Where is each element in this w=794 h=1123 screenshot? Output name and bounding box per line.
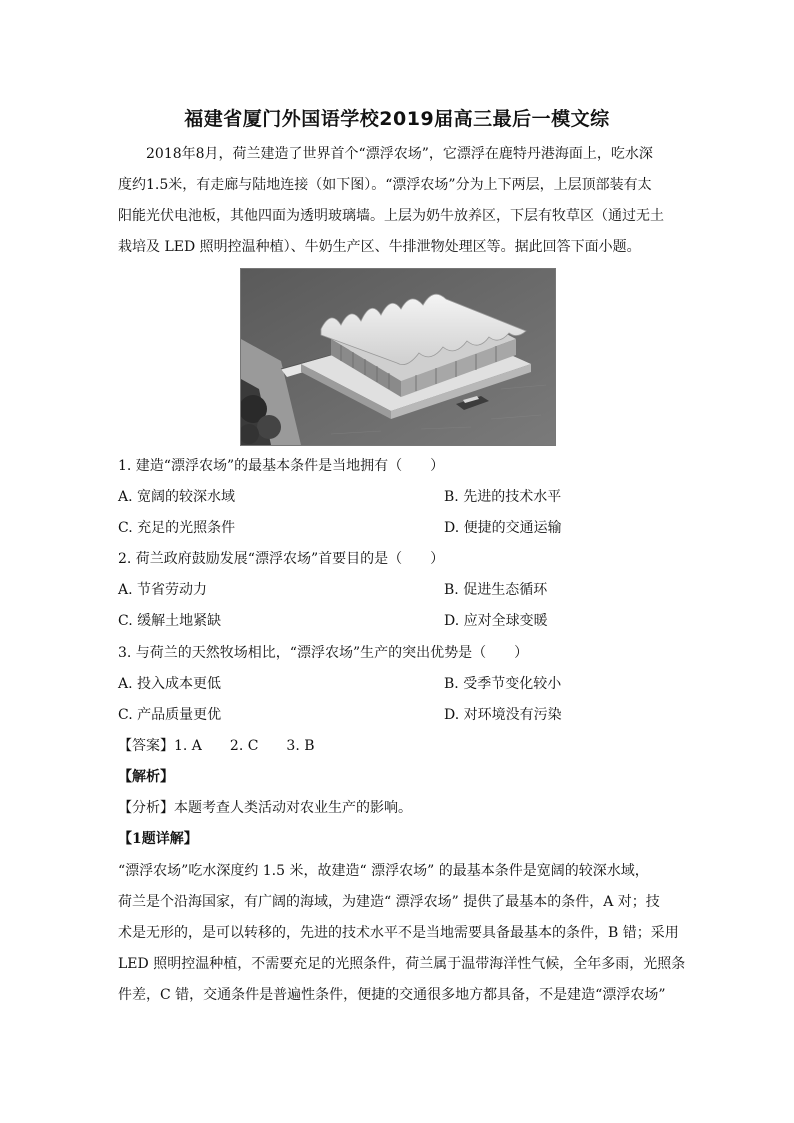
question-option: D. 应对全球变暖 (444, 613, 548, 629)
detail-heading: 【1题详解】 (118, 831, 198, 847)
intro-line: 阳能光伏电池板，其他四面为透明玻璃墙。上层为奶牛放养区，下层有牧草区（通过无土 (118, 208, 664, 224)
question-option: B. 先进的技术水平 (444, 489, 562, 505)
question-stem: 2. 荷兰政府鼓励发展“漂浮农场”首要目的是（ ） (118, 551, 445, 567)
question-stem: 3. 与荷兰的天然牧场相比，“漂浮农场”生产的突出优势是（ ） (118, 645, 529, 661)
question-option: C. 产品质量更优 (118, 707, 222, 723)
detail-line: 件差，C 错，交通条件是普遍性条件，便捷的交通很多地方都具备，不是建造“漂浮农场” (118, 987, 666, 1003)
answer-line: 【答案】1. A 2. C 3. B (118, 738, 315, 754)
analysis-heading: 【解析】 (118, 769, 174, 785)
question-option: A. 投入成本更低 (118, 676, 222, 692)
question-option: D. 对环境没有污染 (444, 707, 562, 723)
intro-line: 度约1.5米，有走廊与陆地连接（如下图）。“漂浮农场”分为上下两层，上层顶部装有太 (118, 177, 652, 193)
intro-line: 2018年8月，荷兰建造了世界首个“漂浮农场”，它漂浮在鹿特丹港海面上，吃水深 (118, 146, 653, 162)
detail-line: 术是无形的，是可以转移的，先进的技术水平不是当地需要具备最基本的条件，B 错；采用 (118, 925, 679, 941)
floating-farm-photo (240, 268, 556, 446)
question-option: C. 充足的光照条件 (118, 520, 236, 536)
question-option: C. 缓解土地紧缺 (118, 613, 222, 629)
document-title: 福建省厦门外国语学校2019届高三最后一模文综 (184, 108, 610, 130)
analysis-summary: 【分析】本题考查人类活动对农业生产的影响。 (118, 800, 412, 816)
intro-line: 栽培及 LED 照明控温种植）、牛奶生产区、牛排泄物处理区等。据此回答下面小题。 (118, 239, 641, 255)
detail-line: 荷兰是个沿海国家，有广阔的海域，为建造“ 漂浮农场” 提供了最基本的条件，A 对；技 (118, 894, 660, 910)
question-option: A. 宽阔的较深水域 (118, 489, 236, 505)
question-option: B. 受季节变化较小 (444, 676, 562, 692)
question-option: B. 促进生态循环 (444, 582, 548, 598)
question-stem: 1. 建造“漂浮农场”的最基本条件是当地拥有（ ） (118, 458, 445, 474)
question-option: A. 节省劳动力 (118, 582, 208, 598)
question-option: D. 便捷的交通运输 (444, 520, 562, 536)
detail-line: “漂浮农场”吃水深度约 1.5 米，故建造“ 漂浮农场” 的最基本条件是宽阔的较深水域， (118, 863, 649, 879)
detail-line: LED 照明控温种植，不需要充足的光照条件，荷兰属于温带海洋性气候，全年多雨，光照条 (118, 956, 686, 972)
